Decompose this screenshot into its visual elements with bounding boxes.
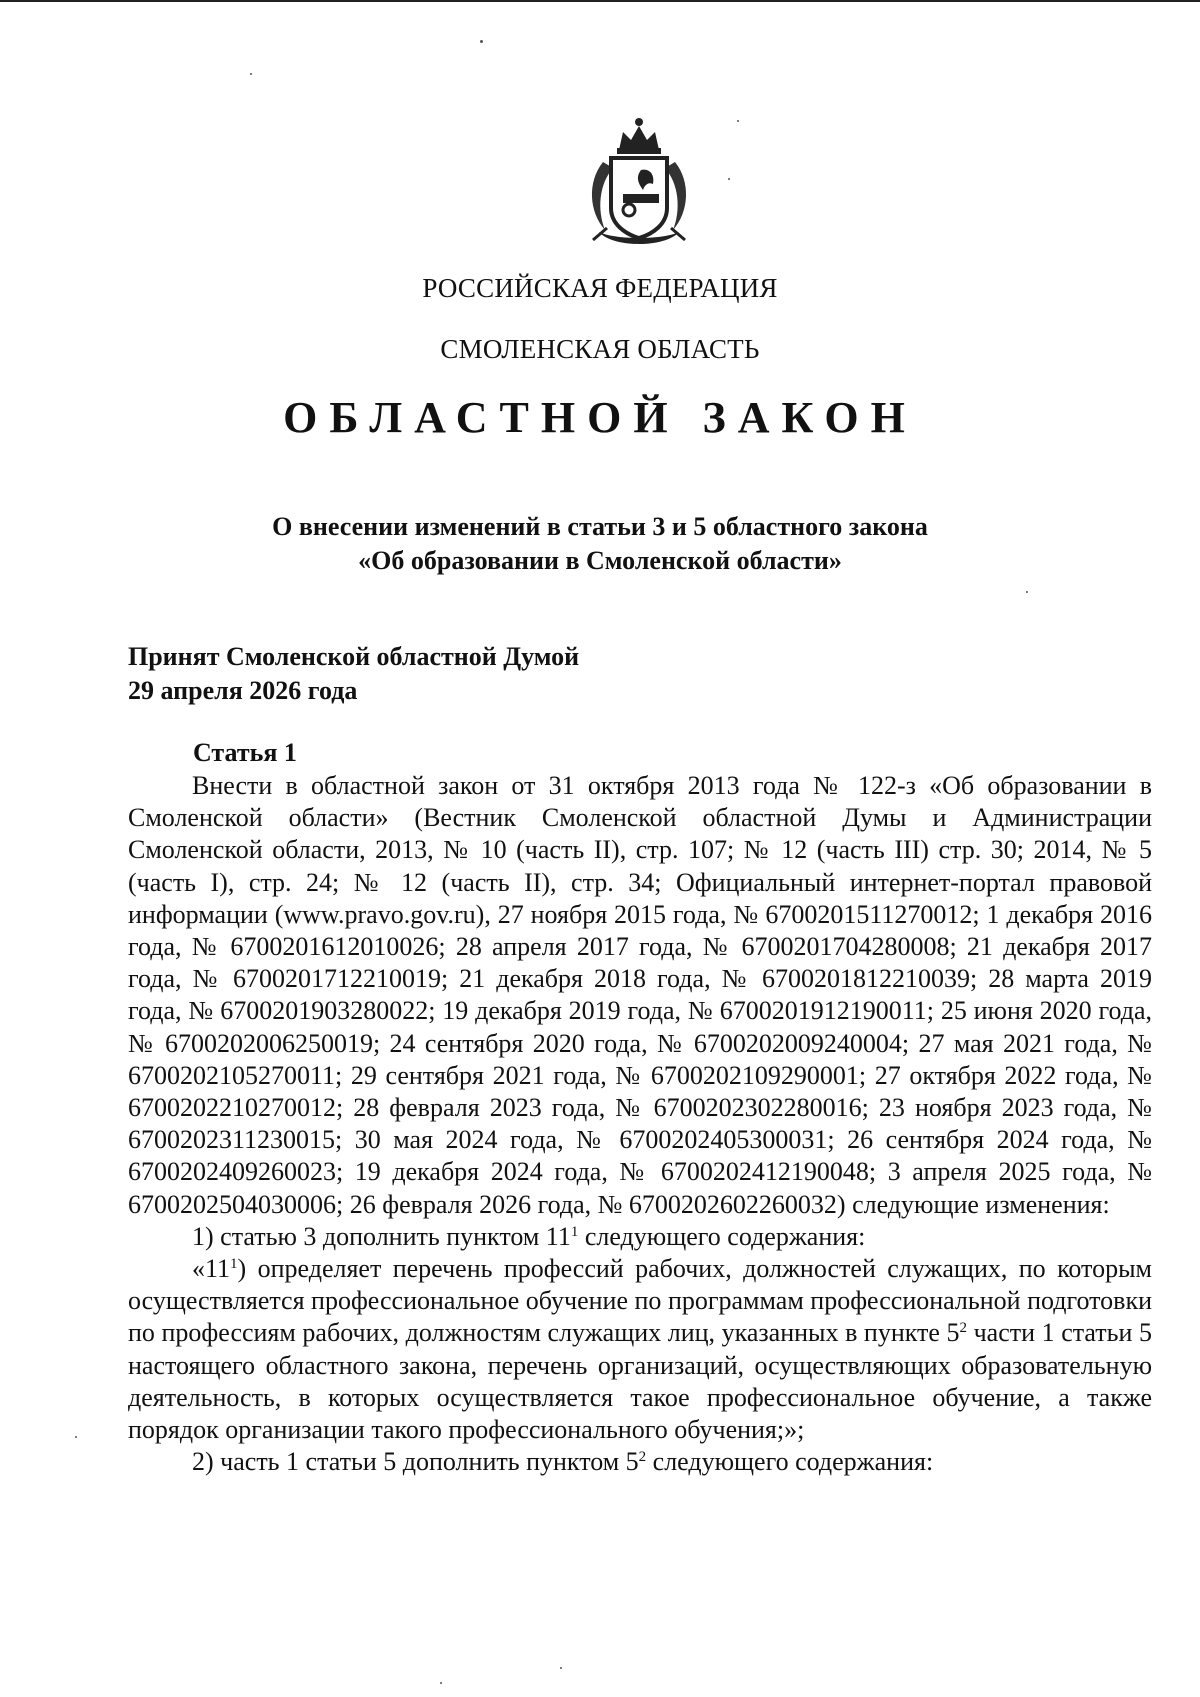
smolensk-coat-of-arms-icon — [583, 112, 695, 252]
scan-speck — [728, 178, 730, 180]
adopted-by: Принят Смоленской областной Думой — [128, 642, 580, 671]
scan-speck — [250, 73, 252, 75]
amendment-item-2: 2) часть 1 статьи 5 дополнить пунктом $5^2$ следующего содержания: — [192, 1447, 934, 1477]
law-title — [0, 510, 1200, 578]
adoption-info — [128, 640, 579, 708]
country-name: РОССИЙСКАЯ ФЕДЕРАЦИЯ — [422, 273, 778, 303]
law-title-line-2: «Об образовании в Смоленской области» — [358, 546, 842, 575]
scan-speck — [1026, 591, 1028, 593]
adoption-date: 29 апреля 2026 года — [128, 676, 358, 705]
amendment-item-1: 1) статью 3 дополнить пунктом $11^1$ следующего содержания: — [192, 1221, 866, 1251]
article-intro: Внести в областной закон от 31 октября 2013 года № 122-з «Об образовании в Смоленской области» (Вестник Смоленской областной Думы и Администрации Смоленской области, 2013, № 10 (часть II), стр. 107; № 12 (часть III) стр. 30; 2014, № 5 (часть I), стр. 24; № 12 (часть II), стр. 34; Официальный интернет-портал правовой информации (www.pravo.gov.ru), 27 ноября 2015 года, № 6700201511270012; 1 декабря 2016 года, № 6700201612010026; 28 апреля 2017 года, № 6700201704280008; 21 декабря 2017 года, № 6700201712210019; 21 декабря 2018 года, № 6700201812210039; 28 марта 2019 года, № 6700201903280022; 19 декабря 2019 года, № 6700201912190011; 25 июня 2020 года, № 6700202006250019; 24 сентября 2020 года, № 6700202009240004; 27 мая 2021 года, № 6700202105270011; 29 сентября 2021 года, № 6700202109290001; 27 октября 2022 года, № 6700202210270012; 28 февраля 2023 года, № 6700202302280016; 23 ноября 2023 года, № 6700202311230015; 30 мая 2024 года, № 6700202405300031; 26 сентября 2024 года, № 6700202409260023; 19 декабря 2024 года, № 6700202412190048; 3 апреля 2025 года, № 6700202504030006; 26 февраля 2026 года, № 6700202602260032) следующие изменения: — [128, 771, 1152, 1219]
article-heading: Статья 1 — [193, 738, 297, 767]
law-title-line-1: О внесении изменений в статьи 3 и 5 областного закона — [272, 512, 928, 541]
document-type: ОБЛАСТНОЙ ЗАКОН — [283, 393, 917, 442]
scan-speck — [480, 40, 483, 43]
amendment-quote: «$11^1$) определяет перечень профессий рабочих, должностей служащих, по которым осуществляется профессиональное обучение по программам профессиональной подготовки по профессиям рабочих, должностям служащих лиц, указанных в пункте $5^2$ части 1 статьи 5 настоящего областного закона, перечень организаций, осуществляющих образовательную деятельность, в которых осуществляется такое профессиональное обучение, а также порядок организации такого профессионального обучения;»; — [128, 1254, 1153, 1445]
region-name: СМОЛЕНСКАЯ ОБЛАСТЬ — [440, 334, 760, 364]
scan-top-border — [0, 0, 1200, 2]
scan-speck — [560, 1667, 562, 1669]
scan-speck — [75, 1436, 77, 1438]
scan-speck — [440, 1682, 442, 1684]
article-body — [128, 770, 1152, 1478]
scan-speck — [737, 120, 739, 122]
